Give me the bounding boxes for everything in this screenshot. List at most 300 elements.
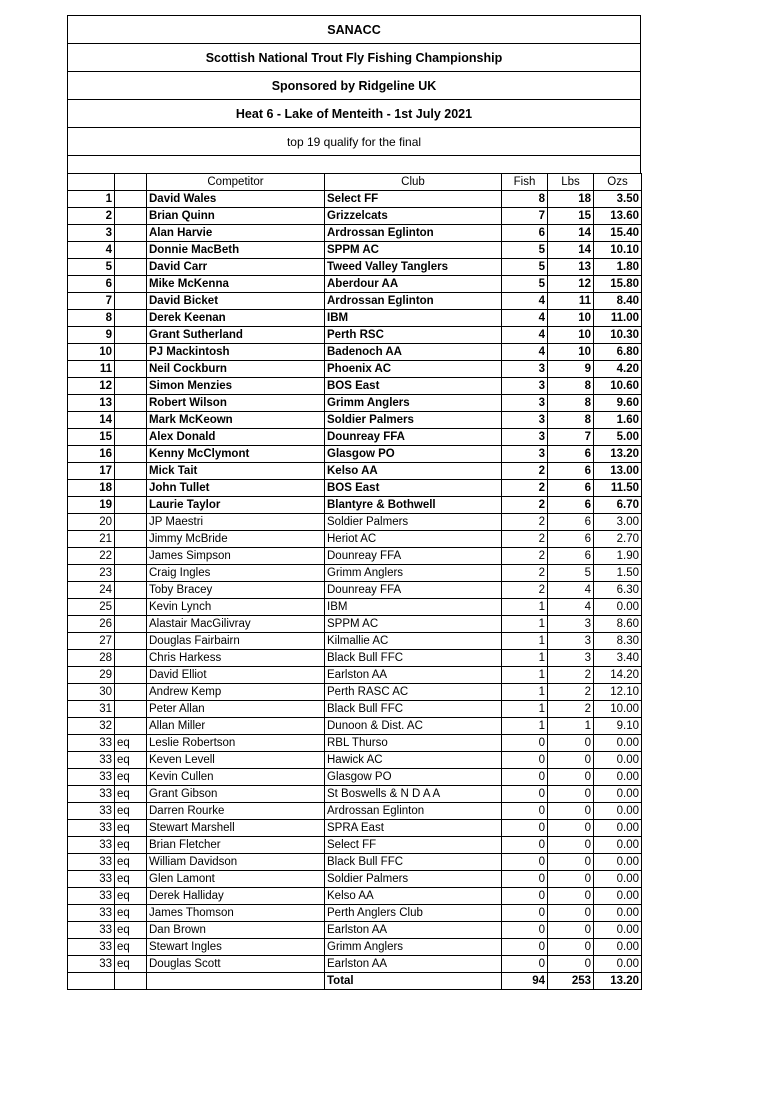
club-name: Grizzelcats xyxy=(325,208,502,225)
club-name: Hawick AC xyxy=(325,752,502,769)
fish-count: 0 xyxy=(502,820,548,837)
eq-header xyxy=(115,174,147,191)
rank-cell: 21 xyxy=(68,531,115,548)
club-header: Club xyxy=(325,174,502,191)
rank-cell: 6 xyxy=(68,276,115,293)
fish-count: 7 xyxy=(502,208,548,225)
club-name: SPPM AC xyxy=(325,242,502,259)
eq-cell xyxy=(115,242,147,259)
competitor-name: Brian Quinn xyxy=(147,208,325,225)
ozs-value: 0.00 xyxy=(594,888,642,905)
competitor-name: James Thomson xyxy=(147,905,325,922)
fish-count: 0 xyxy=(502,871,548,888)
competitor-name: David Carr xyxy=(147,259,325,276)
fish-count: 0 xyxy=(502,922,548,939)
eq-cell: eq xyxy=(115,786,147,803)
ozs-value: 10.00 xyxy=(594,701,642,718)
lbs-value: 2 xyxy=(548,701,594,718)
fish-count: 0 xyxy=(502,905,548,922)
rank-cell: 33 xyxy=(68,854,115,871)
eq-cell xyxy=(115,548,147,565)
fish-count: 0 xyxy=(502,735,548,752)
lbs-value: 0 xyxy=(548,769,594,786)
competitor-name: Derek Halliday xyxy=(147,888,325,905)
rank-cell: 33 xyxy=(68,922,115,939)
lbs-value: 18 xyxy=(548,191,594,208)
club-name: Tweed Valley Tanglers xyxy=(325,259,502,276)
club-name: Earlston AA xyxy=(325,667,502,684)
sponsor-line: Sponsored by Ridgeline UK xyxy=(67,71,641,99)
rank-cell: 4 xyxy=(68,242,115,259)
fish-count: 2 xyxy=(502,463,548,480)
lbs-value: 8 xyxy=(548,378,594,395)
competitor-name: Dan Brown xyxy=(147,922,325,939)
ozs-value: 11.50 xyxy=(594,480,642,497)
ozs-value: 0.00 xyxy=(594,803,642,820)
competitor-name: Andrew Kemp xyxy=(147,684,325,701)
total-name-cell xyxy=(147,973,325,990)
table-row xyxy=(68,531,642,548)
table-row xyxy=(68,310,642,327)
ozs-value: 9.60 xyxy=(594,395,642,412)
ozs-value: 0.00 xyxy=(594,939,642,956)
ozs-value: 1.50 xyxy=(594,565,642,582)
eq-cell xyxy=(115,616,147,633)
lbs-value: 0 xyxy=(548,752,594,769)
club-name: Dounreay FFA xyxy=(325,582,502,599)
eq-cell xyxy=(115,344,147,361)
lbs-value: 10 xyxy=(548,327,594,344)
ozs-value: 9.10 xyxy=(594,718,642,735)
eq-cell xyxy=(115,480,147,497)
competitor-name: Mark McKeown xyxy=(147,412,325,429)
competitor-name: Keven Levell xyxy=(147,752,325,769)
eq-cell xyxy=(115,429,147,446)
ozs-value: 5.00 xyxy=(594,429,642,446)
rank-cell: 23 xyxy=(68,565,115,582)
lbs-value: 0 xyxy=(548,871,594,888)
competitor-name: Laurie Taylor xyxy=(147,497,325,514)
eq-cell xyxy=(115,361,147,378)
lbs-value: 0 xyxy=(548,922,594,939)
ozs-value: 0.00 xyxy=(594,769,642,786)
rank-cell: 33 xyxy=(68,939,115,956)
competitor-name: David Bicket xyxy=(147,293,325,310)
club-name: Perth RSC xyxy=(325,327,502,344)
competitor-name: David Elliot xyxy=(147,667,325,684)
rank-header xyxy=(68,174,115,191)
competitor-name: Donnie MacBeth xyxy=(147,242,325,259)
rank-cell: 33 xyxy=(68,871,115,888)
lbs-value: 14 xyxy=(548,242,594,259)
rank-cell: 33 xyxy=(68,769,115,786)
ozs-value: 3.00 xyxy=(594,514,642,531)
org-name: SANACC xyxy=(67,15,641,43)
eq-cell xyxy=(115,599,147,616)
lbs-value: 8 xyxy=(548,412,594,429)
competitor-name: Leslie Robertson xyxy=(147,735,325,752)
rank-cell: 17 xyxy=(68,463,115,480)
eq-cell xyxy=(115,378,147,395)
fish-count: 3 xyxy=(502,378,548,395)
club-name: Glasgow PO xyxy=(325,769,502,786)
rank-cell: 10 xyxy=(68,344,115,361)
fish-count: 8 xyxy=(502,191,548,208)
eq-cell xyxy=(115,514,147,531)
table-row xyxy=(68,701,642,718)
table-row xyxy=(68,599,642,616)
competitor-name: Toby Bracey xyxy=(147,582,325,599)
fish-count: 0 xyxy=(502,752,548,769)
competitor-name: James Simpson xyxy=(147,548,325,565)
ozs-value: 0.00 xyxy=(594,735,642,752)
fish-count: 0 xyxy=(502,769,548,786)
lbs-value: 6 xyxy=(548,514,594,531)
eq-cell: eq xyxy=(115,752,147,769)
fish-count: 2 xyxy=(502,497,548,514)
club-name: RBL Thurso xyxy=(325,735,502,752)
competitor-name: Peter Allan xyxy=(147,701,325,718)
table-row xyxy=(68,820,642,837)
fish-count: 0 xyxy=(502,854,548,871)
club-name: Soldier Palmers xyxy=(325,871,502,888)
rank-cell: 19 xyxy=(68,497,115,514)
competitor-name: Grant Sutherland xyxy=(147,327,325,344)
lbs-value: 2 xyxy=(548,667,594,684)
rank-cell: 7 xyxy=(68,293,115,310)
ozs-value: 6.80 xyxy=(594,344,642,361)
club-name: Perth Anglers Club xyxy=(325,905,502,922)
club-name: Ardrossan Eglinton xyxy=(325,225,502,242)
fish-count: 1 xyxy=(502,701,548,718)
ozs-value: 10.10 xyxy=(594,242,642,259)
ozs-value: 8.40 xyxy=(594,293,642,310)
club-name: Soldier Palmers xyxy=(325,514,502,531)
rank-cell: 31 xyxy=(68,701,115,718)
column-header-row xyxy=(68,174,642,191)
lbs-value: 14 xyxy=(548,225,594,242)
table-row xyxy=(68,429,642,446)
competitor-name: Mike McKenna xyxy=(147,276,325,293)
total-row xyxy=(68,973,642,990)
qualify-note: top 19 qualify for the final xyxy=(67,127,641,155)
competitor-name: Mick Tait xyxy=(147,463,325,480)
fish-count: 1 xyxy=(502,667,548,684)
eq-cell xyxy=(115,565,147,582)
lbs-value: 15 xyxy=(548,208,594,225)
rank-cell: 33 xyxy=(68,803,115,820)
fish-count: 0 xyxy=(502,803,548,820)
table-row xyxy=(68,446,642,463)
table-row xyxy=(68,667,642,684)
lbs-value: 3 xyxy=(548,650,594,667)
club-name: IBM xyxy=(325,310,502,327)
lbs-value: 3 xyxy=(548,616,594,633)
club-name: Black Bull FFC xyxy=(325,854,502,871)
fish-count: 1 xyxy=(502,650,548,667)
competitor-name: Derek Keenan xyxy=(147,310,325,327)
club-name: Soldier Palmers xyxy=(325,412,502,429)
fish-count: 4 xyxy=(502,327,548,344)
eq-cell xyxy=(115,650,147,667)
table-row xyxy=(68,497,642,514)
club-name: Earlston AA xyxy=(325,922,502,939)
results-sheet xyxy=(67,15,641,990)
club-name: Kelso AA xyxy=(325,888,502,905)
lbs-value: 4 xyxy=(548,599,594,616)
rank-cell: 29 xyxy=(68,667,115,684)
lbs-value: 0 xyxy=(548,820,594,837)
fish-count: 5 xyxy=(502,259,548,276)
rank-cell: 8 xyxy=(68,310,115,327)
competitor-name: Douglas Scott xyxy=(147,956,325,973)
lbs-header: Lbs xyxy=(548,174,594,191)
table-row xyxy=(68,905,642,922)
total-ozs: 13.20 xyxy=(594,973,642,990)
fish-count: 2 xyxy=(502,531,548,548)
lbs-value: 11 xyxy=(548,293,594,310)
rank-cell: 33 xyxy=(68,820,115,837)
competitor-name: Alan Harvie xyxy=(147,225,325,242)
eq-cell xyxy=(115,718,147,735)
eq-cell xyxy=(115,191,147,208)
competitor-name: Stewart Ingles xyxy=(147,939,325,956)
fish-count: 3 xyxy=(502,361,548,378)
lbs-value: 6 xyxy=(548,463,594,480)
total-eq-cell xyxy=(115,973,147,990)
fish-count: 2 xyxy=(502,514,548,531)
lbs-value: 7 xyxy=(548,429,594,446)
lbs-value: 0 xyxy=(548,888,594,905)
eq-cell xyxy=(115,633,147,650)
competitor-name: Darren Rourke xyxy=(147,803,325,820)
table-row xyxy=(68,412,642,429)
eq-cell xyxy=(115,446,147,463)
eq-cell: eq xyxy=(115,735,147,752)
ozs-value: 10.30 xyxy=(594,327,642,344)
rank-cell: 33 xyxy=(68,735,115,752)
ozs-value: 13.60 xyxy=(594,208,642,225)
rank-cell: 33 xyxy=(68,786,115,803)
lbs-value: 12 xyxy=(548,276,594,293)
eq-cell xyxy=(115,497,147,514)
eq-cell xyxy=(115,225,147,242)
eq-cell: eq xyxy=(115,956,147,973)
rank-cell: 11 xyxy=(68,361,115,378)
lbs-value: 0 xyxy=(548,786,594,803)
rank-cell: 26 xyxy=(68,616,115,633)
table-row xyxy=(68,752,642,769)
fish-header: Fish xyxy=(502,174,548,191)
ozs-value: 14.20 xyxy=(594,667,642,684)
table-row xyxy=(68,616,642,633)
rank-cell: 25 xyxy=(68,599,115,616)
table-row xyxy=(68,769,642,786)
club-name: SPPM AC xyxy=(325,616,502,633)
fish-count: 3 xyxy=(502,395,548,412)
lbs-value: 6 xyxy=(548,446,594,463)
competitor-name: Alex Donald xyxy=(147,429,325,446)
fish-count: 0 xyxy=(502,837,548,854)
table-row xyxy=(68,378,642,395)
fish-count: 4 xyxy=(502,293,548,310)
club-name: Dounreay FFA xyxy=(325,548,502,565)
total-rank-cell xyxy=(68,973,115,990)
competitor-name: JP Maestri xyxy=(147,514,325,531)
lbs-value: 0 xyxy=(548,837,594,854)
table-row xyxy=(68,684,642,701)
eq-cell xyxy=(115,208,147,225)
eq-cell: eq xyxy=(115,837,147,854)
fish-count: 1 xyxy=(502,684,548,701)
eq-cell: eq xyxy=(115,769,147,786)
rank-cell: 5 xyxy=(68,259,115,276)
lbs-value: 3 xyxy=(548,633,594,650)
eq-cell xyxy=(115,327,147,344)
fish-count: 3 xyxy=(502,446,548,463)
table-row xyxy=(68,293,642,310)
fish-count: 3 xyxy=(502,429,548,446)
club-name: Select FF xyxy=(325,837,502,854)
competitor-name: Jimmy McBride xyxy=(147,531,325,548)
rank-cell: 13 xyxy=(68,395,115,412)
eq-cell xyxy=(115,259,147,276)
table-row xyxy=(68,837,642,854)
rank-cell: 32 xyxy=(68,718,115,735)
eq-cell: eq xyxy=(115,922,147,939)
ozs-value: 3.50 xyxy=(594,191,642,208)
competitor-name: Craig Ingles xyxy=(147,565,325,582)
ozs-value: 13.00 xyxy=(594,463,642,480)
ozs-value: 12.10 xyxy=(594,684,642,701)
eq-cell xyxy=(115,395,147,412)
table-row xyxy=(68,718,642,735)
club-name: Dunoon & Dist. AC xyxy=(325,718,502,735)
eq-cell xyxy=(115,276,147,293)
fish-count: 3 xyxy=(502,412,548,429)
lbs-value: 0 xyxy=(548,939,594,956)
ozs-value: 6.70 xyxy=(594,497,642,514)
lbs-value: 10 xyxy=(548,310,594,327)
eq-cell: eq xyxy=(115,820,147,837)
fish-count: 4 xyxy=(502,310,548,327)
ozs-value: 1.90 xyxy=(594,548,642,565)
competitor-name: Kevin Lynch xyxy=(147,599,325,616)
eq-cell xyxy=(115,293,147,310)
table-row xyxy=(68,242,642,259)
ozs-value: 0.00 xyxy=(594,854,642,871)
fish-count: 1 xyxy=(502,616,548,633)
club-name: Glasgow PO xyxy=(325,446,502,463)
fish-count: 6 xyxy=(502,225,548,242)
ozs-value: 0.00 xyxy=(594,786,642,803)
rank-cell: 33 xyxy=(68,752,115,769)
rank-cell: 33 xyxy=(68,956,115,973)
fish-count: 5 xyxy=(502,276,548,293)
club-name: Kelso AA xyxy=(325,463,502,480)
championship-title: Scottish National Trout Fly Fishing Championship xyxy=(67,43,641,71)
eq-cell: eq xyxy=(115,905,147,922)
eq-cell xyxy=(115,684,147,701)
competitor-name: PJ Mackintosh xyxy=(147,344,325,361)
table-row xyxy=(68,361,642,378)
competitor-name: Neil Cockburn xyxy=(147,361,325,378)
club-name: Phoenix AC xyxy=(325,361,502,378)
club-name: Black Bull FFC xyxy=(325,701,502,718)
lbs-value: 0 xyxy=(548,905,594,922)
rank-cell: 22 xyxy=(68,548,115,565)
club-name: IBM xyxy=(325,599,502,616)
club-name: BOS East xyxy=(325,480,502,497)
table-row xyxy=(68,463,642,480)
table-row xyxy=(68,344,642,361)
table-row xyxy=(68,582,642,599)
rank-cell: 1 xyxy=(68,191,115,208)
eq-cell: eq xyxy=(115,939,147,956)
lbs-value: 8 xyxy=(548,395,594,412)
lbs-value: 5 xyxy=(548,565,594,582)
table-row xyxy=(68,939,642,956)
club-name: Earlston AA xyxy=(325,956,502,973)
club-name: Badenoch AA xyxy=(325,344,502,361)
competitor-name: Douglas Fairbairn xyxy=(147,633,325,650)
rank-cell: 33 xyxy=(68,837,115,854)
table-row xyxy=(68,888,642,905)
ozs-value: 0.00 xyxy=(594,752,642,769)
lbs-value: 6 xyxy=(548,480,594,497)
competitor-name: Kevin Cullen xyxy=(147,769,325,786)
club-name: Ardrossan Eglinton xyxy=(325,803,502,820)
ozs-value: 4.20 xyxy=(594,361,642,378)
club-name: St Boswells & N D A A xyxy=(325,786,502,803)
lbs-value: 10 xyxy=(548,344,594,361)
lbs-value: 1 xyxy=(548,718,594,735)
heat-title: Heat 6 - Lake of Menteith - 1st July 2021 xyxy=(67,99,641,127)
club-name: SPRA East xyxy=(325,820,502,837)
competitor-name: Brian Fletcher xyxy=(147,837,325,854)
competitor-header: Competitor xyxy=(147,174,325,191)
competitor-name: Glen Lamont xyxy=(147,871,325,888)
results-body xyxy=(68,191,642,973)
spacer-row xyxy=(67,155,641,173)
club-name: BOS East xyxy=(325,378,502,395)
competitor-name: William Davidson xyxy=(147,854,325,871)
rank-cell: 30 xyxy=(68,684,115,701)
lbs-value: 6 xyxy=(548,531,594,548)
ozs-value: 2.70 xyxy=(594,531,642,548)
club-name: Perth RASC AC xyxy=(325,684,502,701)
rank-cell: 12 xyxy=(68,378,115,395)
rank-cell: 27 xyxy=(68,633,115,650)
ozs-value: 15.80 xyxy=(594,276,642,293)
club-name: Blantyre & Bothwell xyxy=(325,497,502,514)
ozs-value: 0.00 xyxy=(594,956,642,973)
rank-cell: 3 xyxy=(68,225,115,242)
fish-count: 1 xyxy=(502,633,548,650)
fish-count: 0 xyxy=(502,888,548,905)
table-row xyxy=(68,633,642,650)
ozs-value: 0.00 xyxy=(594,922,642,939)
club-name: Grimm Anglers xyxy=(325,565,502,582)
fish-count: 2 xyxy=(502,548,548,565)
ozs-value: 0.00 xyxy=(594,905,642,922)
ozs-value: 6.30 xyxy=(594,582,642,599)
lbs-value: 0 xyxy=(548,956,594,973)
lbs-value: 6 xyxy=(548,548,594,565)
lbs-value: 4 xyxy=(548,582,594,599)
rank-cell: 33 xyxy=(68,905,115,922)
table-row xyxy=(68,922,642,939)
